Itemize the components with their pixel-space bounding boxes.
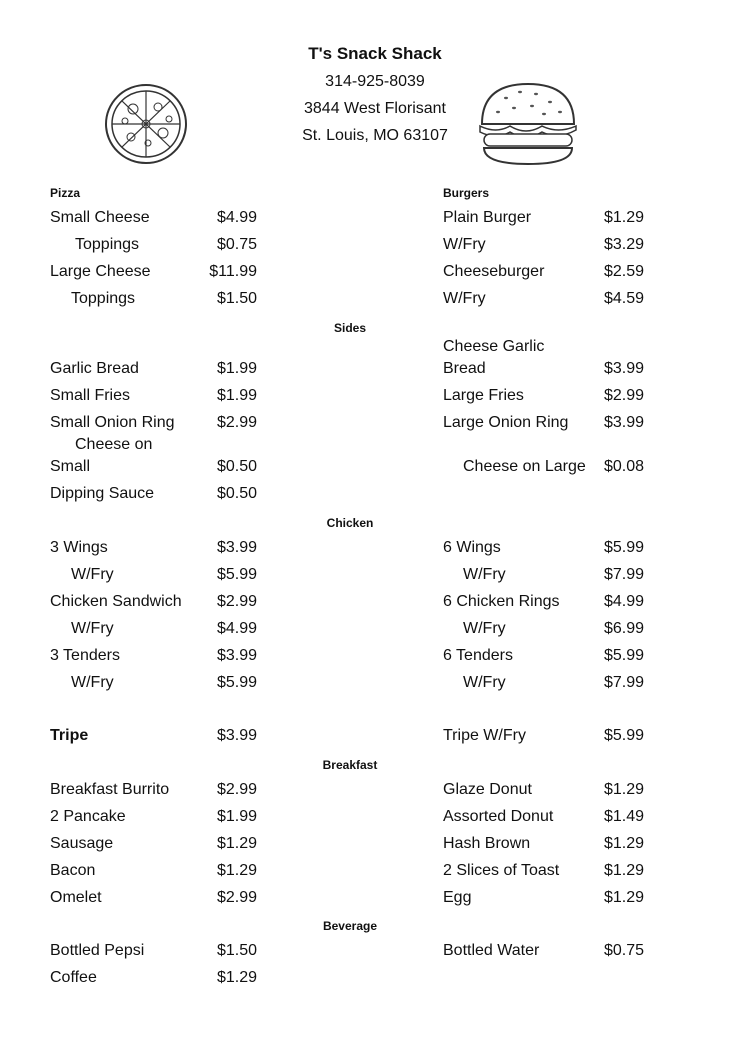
item-name-line2: Bread <box>443 360 486 377</box>
item-price: $1.29 <box>603 835 644 852</box>
section-breakfast: Breakfast <box>322 758 378 772</box>
item-price: $3.99 <box>216 727 257 744</box>
item-name: 2 Slices of Toast <box>443 862 560 879</box>
item-name: W/Fry <box>463 566 506 583</box>
item-price: $1.99 <box>216 808 257 825</box>
item-price: $1.29 <box>216 835 257 852</box>
item-name: 6 Wings <box>443 539 501 556</box>
item-name: Bacon <box>50 862 96 879</box>
item-price: $2.59 <box>603 263 644 280</box>
item-price: $4.99 <box>216 209 257 226</box>
item-price: $5.99 <box>216 674 257 691</box>
item-name: Large Cheese <box>50 263 151 280</box>
item-price: $1.49 <box>603 808 644 825</box>
item-price: $2.99 <box>216 781 257 798</box>
item-price: $1.29 <box>603 781 644 798</box>
item-name: Bottled Pepsi <box>50 942 145 959</box>
item-price: $3.29 <box>603 236 644 253</box>
section-chicken: Chicken <box>326 516 374 530</box>
item-price: $1.29 <box>216 862 257 879</box>
item-price: $3.99 <box>216 539 257 556</box>
item-price: $4.99 <box>216 620 257 637</box>
item-name: 3 Tenders <box>50 647 120 664</box>
item-name: W/Fry <box>443 290 486 307</box>
item-name: Toppings <box>71 290 136 307</box>
item-name: W/Fry <box>71 674 114 691</box>
item-name: W/Fry <box>71 566 114 583</box>
item-price: $1.29 <box>603 209 644 226</box>
item-price: $0.50 <box>216 458 257 475</box>
item-price: $0.08 <box>603 458 644 475</box>
item-name: W/Fry <box>463 674 506 691</box>
item-name: Bottled Water <box>443 942 540 959</box>
address-street: 3844 West Florisant <box>304 100 446 117</box>
item-price: $5.99 <box>603 727 644 744</box>
burger-icon <box>476 80 580 166</box>
item-name: Small Cheese <box>50 209 150 226</box>
item-price: $3.99 <box>603 360 644 377</box>
item-name: W/Fry <box>443 236 486 253</box>
item-price: $1.29 <box>603 862 644 879</box>
item-name: W/Fry <box>71 620 114 637</box>
item-name: Tripe W/Fry <box>443 727 526 744</box>
item-price: $1.29 <box>216 969 257 986</box>
item-price: $1.50 <box>216 942 257 959</box>
item-name: 6 Tenders <box>443 647 513 664</box>
item-price: $7.99 <box>603 566 644 583</box>
item-name-line1: Cheese Garlic <box>443 338 545 355</box>
item-name: 3 Wings <box>50 539 108 556</box>
section-pizza: Pizza <box>50 186 81 200</box>
item-name: Garlic Bread <box>50 360 139 377</box>
item-name: Large Onion Ring <box>443 414 569 431</box>
item-name: Tripe <box>50 727 89 744</box>
phone-number: 314-925-8039 <box>325 73 425 90</box>
item-name-line2: Small <box>50 458 91 475</box>
item-price: $0.75 <box>603 942 644 959</box>
item-name: W/Fry <box>463 620 506 637</box>
item-name: Hash Brown <box>443 835 531 852</box>
item-name: Cheeseburger <box>443 263 545 280</box>
item-price: $4.99 <box>603 593 644 610</box>
item-price: $2.99 <box>216 414 257 431</box>
item-name: Toppings <box>75 236 140 253</box>
item-price: $2.99 <box>603 387 644 404</box>
item-name: Omelet <box>50 889 102 906</box>
item-price: $5.99 <box>603 647 644 664</box>
item-name: Small Onion Ring <box>50 414 175 431</box>
item-price: $2.99 <box>216 889 257 906</box>
item-name-line1: Cheese on <box>75 436 153 453</box>
item-price: $3.99 <box>216 647 257 664</box>
item-price: $0.50 <box>216 485 257 502</box>
item-name: 2 Pancake <box>50 808 126 825</box>
item-price: $11.99 <box>209 263 257 280</box>
item-price: $7.99 <box>603 674 644 691</box>
item-name: Dipping Sauce <box>50 485 155 502</box>
item-name: Plain Burger <box>443 209 532 226</box>
item-name: 6 Chicken Rings <box>443 593 560 610</box>
address-city: St. Louis, MO 63107 <box>302 127 448 144</box>
section-burgers: Burgers <box>443 186 490 200</box>
item-name: Egg <box>443 889 472 906</box>
pizza-icon <box>103 83 189 165</box>
item-price: $1.50 <box>216 290 257 307</box>
item-name: Cheese on Large <box>463 458 586 475</box>
item-name: Breakfast Burrito <box>50 781 170 798</box>
item-name: Coffee <box>50 969 97 986</box>
item-name: Small Fries <box>50 387 131 404</box>
section-sides: Sides <box>333 321 366 335</box>
item-name: Large Fries <box>443 387 524 404</box>
item-price: $6.99 <box>603 620 644 637</box>
item-name: Assorted Donut <box>443 808 554 825</box>
item-name: Chicken Sandwich <box>50 593 182 610</box>
item-price: $5.99 <box>216 566 257 583</box>
item-price: $0.75 <box>216 236 257 253</box>
restaurant-name: T's Snack Shack <box>308 44 442 63</box>
item-price: $4.59 <box>603 290 644 307</box>
item-price: $1.99 <box>216 387 257 404</box>
section-beverage: Beverage <box>322 919 378 933</box>
item-price: $5.99 <box>603 539 644 556</box>
item-price: $3.99 <box>603 414 644 431</box>
item-name: Sausage <box>50 835 114 852</box>
item-name: Glaze Donut <box>443 781 532 798</box>
item-price: $1.29 <box>603 889 644 906</box>
item-price: $2.99 <box>216 593 257 610</box>
item-price: $1.99 <box>216 360 257 377</box>
